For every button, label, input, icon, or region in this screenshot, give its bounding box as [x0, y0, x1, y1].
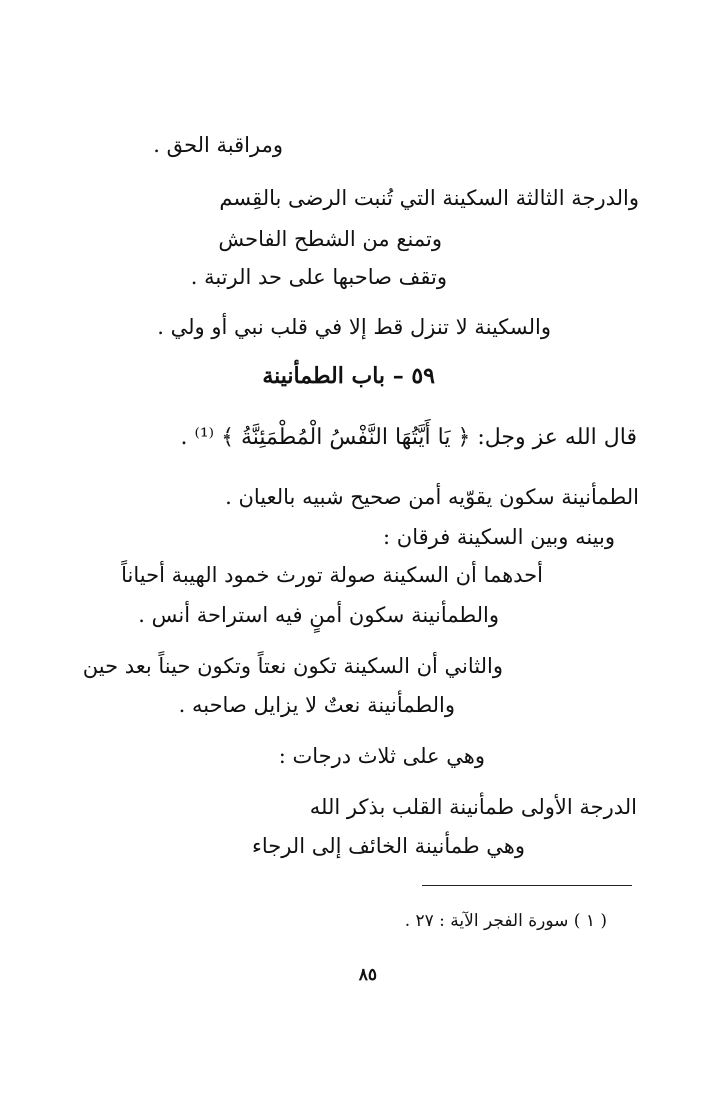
- text-line-10: والطمأنينة سكون أمنٍ فيه استراحة أنس .: [138, 603, 499, 627]
- text-line-7: الطمأنينة سكون يقوّيه أمن صحيح شبيه بالعيان .: [225, 485, 639, 509]
- text-line-2: والدرجة الثالثة السكينة التي تُنبت الرضى بالقِسم: [219, 186, 639, 210]
- text-line-12: والطمأنينة نعتٌ لا يزايل صاحبه .: [178, 693, 455, 717]
- text-line-9: أحدهما أن السكينة صولة تورث خمود الهيبة أحياناً: [121, 563, 543, 587]
- page-number: ٨٥: [358, 965, 377, 985]
- text-line-15: وهي طمأنينة الخائف إلى الرجاء: [251, 834, 525, 858]
- text-line-11: والثاني أن السكينة تكون نعتاً وتكون حيناً بعد حين: [82, 654, 503, 678]
- section-heading: ٥٩ – باب الطمأنينة: [262, 363, 435, 389]
- text-line-13: وهي على ثلاث درجات :: [278, 744, 485, 768]
- text-line-8: وبينه وبين السكينة فرقان :: [383, 525, 615, 549]
- footnote-separator: [422, 885, 632, 886]
- text-line-14: الدرجة الأولى طمأنينة القلب بذكر الله: [309, 795, 637, 819]
- text-line-4: وتقف صاحبها على حد الرتبة .: [190, 265, 447, 289]
- text-line-3: وتمنع من الشطح الفاحش: [218, 227, 442, 251]
- text-line-1: ومراقبة الحق .: [153, 133, 283, 157]
- footnote: ( ١ ) سورة الفجر الآية : ٢٧ .: [404, 911, 607, 931]
- text-line-5: والسكينة لا تنزل قط إلا في قلب نبي أو ولي .: [157, 315, 551, 339]
- quran-verse-line: قال الله عز وجل: ﴿ يَا أَيَّتُهَا النَّفْسُ الْمُطْمَئِنَّةُ ﴾ ⁽¹⁾ .: [180, 425, 637, 450]
